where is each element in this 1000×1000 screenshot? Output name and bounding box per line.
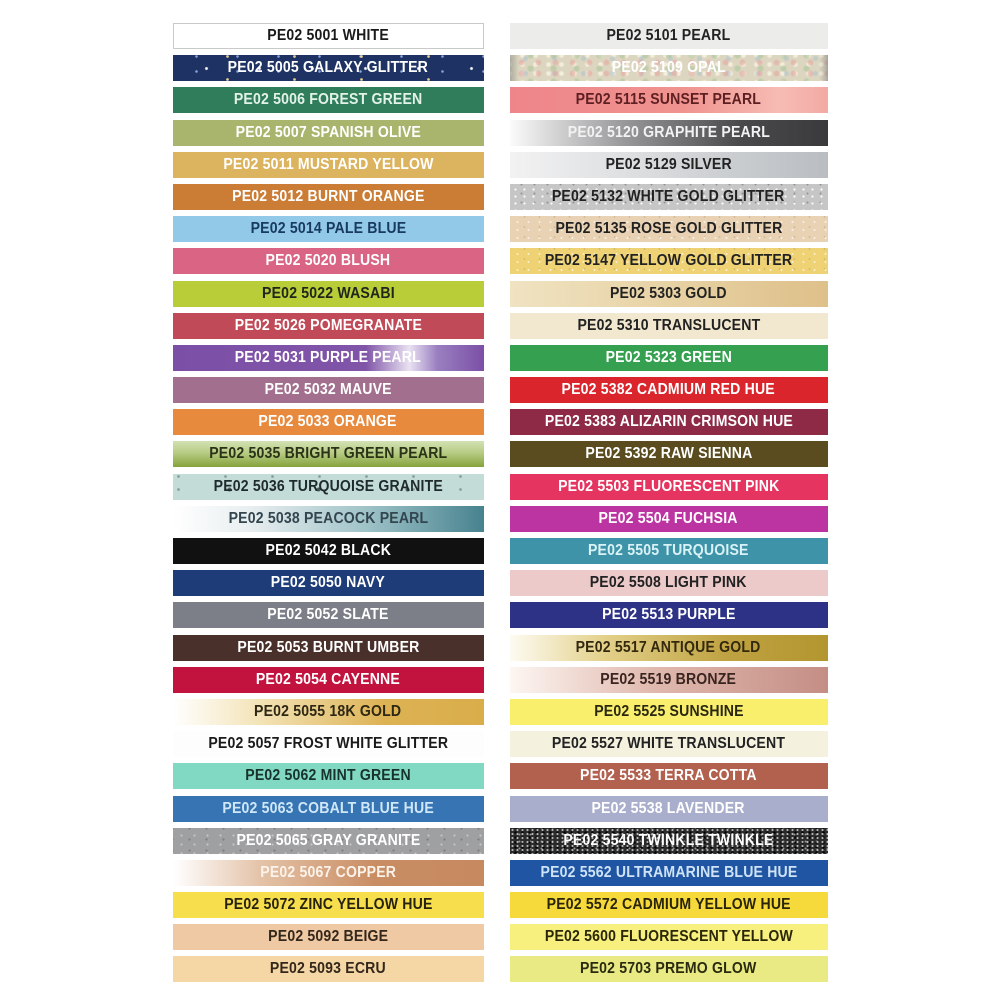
swatch-label: PE02 5057 FROST WHITE GLITTER xyxy=(208,735,448,753)
swatch-label: PE02 5012 BURNT ORANGE xyxy=(231,187,425,205)
swatch-row xyxy=(510,892,828,918)
swatch-row xyxy=(173,860,484,886)
swatch-row xyxy=(173,763,484,789)
swatch-label: PE02 5513 PURPLE xyxy=(601,606,736,624)
swatch-label: PE02 5504 FUCHSIA xyxy=(598,509,739,527)
swatch-row xyxy=(173,409,484,435)
swatch-label: PE02 5038 PEACOCK PEARL xyxy=(228,509,428,527)
swatch-row xyxy=(510,860,828,886)
swatch-label: PE02 5055 18K GOLD xyxy=(254,702,402,720)
swatch-label: PE02 5600 FLUORESCENT YELLOW xyxy=(544,928,793,946)
swatch-row xyxy=(173,474,484,500)
swatch-label: PE02 5392 RAW SIENNA xyxy=(584,445,753,463)
swatch-row xyxy=(510,409,828,435)
swatch-label: PE02 5572 CADMIUM YELLOW HUE xyxy=(546,896,791,914)
swatch-label: PE02 5382 CADMIUM RED HUE xyxy=(561,381,776,399)
swatch-row xyxy=(173,570,484,596)
swatch-label: PE02 5042 BLACK xyxy=(265,542,391,559)
swatch-label: PE02 5062 MINT GREEN xyxy=(245,767,411,785)
swatch-row xyxy=(173,828,484,854)
swatch-label: PE02 5132 WHITE GOLD GLITTER xyxy=(552,187,785,205)
swatch-row xyxy=(510,345,828,371)
swatch-row xyxy=(173,23,484,49)
swatch-row xyxy=(173,345,484,371)
swatch-label: PE02 5007 SPANISH OLIVE xyxy=(235,123,421,141)
swatch-row xyxy=(173,55,484,81)
swatch-row xyxy=(510,377,828,403)
swatch-label: PE02 5032 MAUVE xyxy=(264,381,392,399)
swatch-label: PE02 5703 PREMO GLOW xyxy=(580,960,757,978)
swatch-label: PE02 5067 COPPER xyxy=(260,863,396,881)
swatch-row xyxy=(173,506,484,532)
swatch-label: PE02 5053 BURNT UMBER xyxy=(236,638,420,656)
swatch-row xyxy=(510,248,828,274)
swatch-row xyxy=(173,956,484,982)
swatch-label: PE02 5054 CAYENNE xyxy=(255,670,401,688)
swatch-label: PE02 5120 GRAPHITE PEARL xyxy=(567,123,770,141)
swatch-row xyxy=(173,731,484,757)
swatch-row xyxy=(510,538,828,564)
swatch-label: PE02 5065 GRAY GRANITE xyxy=(236,831,420,849)
swatch-label: PE02 5092 BEIGE xyxy=(267,928,389,946)
swatch-label: PE02 5063 COBALT BLUE HUE xyxy=(222,799,434,817)
swatch-label: PE02 5052 SLATE xyxy=(267,606,389,624)
swatch-label: PE02 5527 WHITE TRANSLUCENT xyxy=(551,735,786,753)
swatch-row xyxy=(173,281,484,307)
swatch-label: PE02 5147 YELLOW GOLD GLITTER xyxy=(544,252,793,270)
swatch-label: PE02 5115 SUNSET PEARL xyxy=(575,91,762,109)
swatch-label: PE02 5323 GREEN xyxy=(605,348,732,366)
swatch-row xyxy=(173,87,484,113)
swatch-row xyxy=(173,699,484,725)
swatch-row xyxy=(510,796,828,822)
swatch-row xyxy=(173,635,484,661)
swatch-label: PE02 5006 FOREST GREEN xyxy=(233,91,423,109)
swatch-label: PE02 5505 TURQUOISE xyxy=(588,542,749,559)
swatch-row xyxy=(510,120,828,146)
swatch-label: PE02 5033 ORANGE xyxy=(258,413,398,431)
swatch-label: PE02 5011 MUSTARD YELLOW xyxy=(222,155,434,173)
swatch-label: PE02 5519 BRONZE xyxy=(600,670,737,688)
swatch-row xyxy=(510,506,828,532)
swatch-row xyxy=(510,924,828,950)
swatch-row xyxy=(510,216,828,242)
swatch-row xyxy=(173,248,484,274)
swatch-row xyxy=(510,731,828,757)
swatch-label: PE02 5533 TERRA COTTA xyxy=(580,767,757,785)
swatch-row xyxy=(510,763,828,789)
swatch-row xyxy=(510,828,828,854)
swatch-label: PE02 5014 PALE BLUE xyxy=(250,220,406,238)
swatch-row xyxy=(510,956,828,982)
swatch-row xyxy=(510,474,828,500)
swatch-label: PE02 5540 TWINKLE TWINKLE xyxy=(563,831,774,849)
swatch-row xyxy=(173,924,484,950)
swatch-row xyxy=(173,152,484,178)
swatch-label: PE02 5035 BRIGHT GREEN PEARL xyxy=(208,445,448,463)
swatch-row xyxy=(173,538,484,564)
swatch-label: PE02 5525 SUNSHINE xyxy=(593,702,744,720)
swatch-label: PE02 5050 NAVY xyxy=(270,574,386,592)
swatch-label: PE02 5517 ANTIQUE GOLD xyxy=(576,638,761,656)
swatch-label: PE02 5310 TRANSLUCENT xyxy=(577,316,760,334)
swatch-column-right xyxy=(510,23,828,982)
swatch-label: PE02 5001 WHITE xyxy=(267,27,389,44)
swatch-row xyxy=(510,699,828,725)
swatch-label: PE02 5508 LIGHT PINK xyxy=(590,574,747,592)
swatch-label: PE02 5036 TURQUOISE GRANITE xyxy=(213,477,443,495)
swatch-label: PE02 5562 ULTRAMARINE BLUE HUE xyxy=(540,863,797,881)
swatch-label: PE02 5135 ROSE GOLD GLITTER xyxy=(555,220,782,238)
swatch-row xyxy=(173,892,484,918)
swatch-row xyxy=(510,152,828,178)
swatch-label: PE02 5093 ECRU xyxy=(270,960,386,978)
swatch-row xyxy=(510,602,828,628)
swatch-label: PE02 5026 POMEGRANATE xyxy=(234,316,422,334)
swatch-label: PE02 5022 WASABI xyxy=(261,284,395,302)
swatch-row xyxy=(510,184,828,210)
swatch-row xyxy=(173,313,484,339)
swatch-row xyxy=(173,796,484,822)
swatch-row xyxy=(510,667,828,693)
swatch-row xyxy=(510,87,828,113)
swatch-label: PE02 5503 FLUORESCENT PINK xyxy=(557,477,780,495)
swatch-label: PE02 5538 LAVENDER xyxy=(591,799,746,817)
swatch-label: PE02 5303 GOLD xyxy=(610,284,727,302)
swatch-row xyxy=(173,377,484,403)
swatch-row xyxy=(173,441,484,467)
swatch-column-left xyxy=(173,23,484,982)
swatch-row xyxy=(510,441,828,467)
swatch-label: PE02 5101 PEARL xyxy=(606,27,731,44)
swatch-row xyxy=(510,55,828,81)
swatch-label: PE02 5005 GALAXY GLITTER xyxy=(227,59,429,77)
swatch-row xyxy=(510,23,828,49)
swatch-row xyxy=(173,216,484,242)
swatch-label: PE02 5109 OPAL xyxy=(611,59,726,77)
swatch-row xyxy=(173,667,484,693)
swatch-label: PE02 5031 PURPLE PEARL xyxy=(234,348,422,366)
swatch-label: PE02 5020 BLUSH xyxy=(265,252,391,270)
swatch-label: PE02 5383 ALIZARIN CRIMSON HUE xyxy=(544,413,793,431)
swatch-label: PE02 5129 SILVER xyxy=(605,155,732,173)
swatch-row xyxy=(510,281,828,307)
swatch-row xyxy=(510,570,828,596)
swatch-label: PE02 5072 ZINC YELLOW HUE xyxy=(223,896,433,914)
swatch-row xyxy=(173,120,484,146)
swatch-row xyxy=(510,313,828,339)
swatch-row xyxy=(173,184,484,210)
swatch-row xyxy=(173,602,484,628)
swatch-row xyxy=(510,635,828,661)
